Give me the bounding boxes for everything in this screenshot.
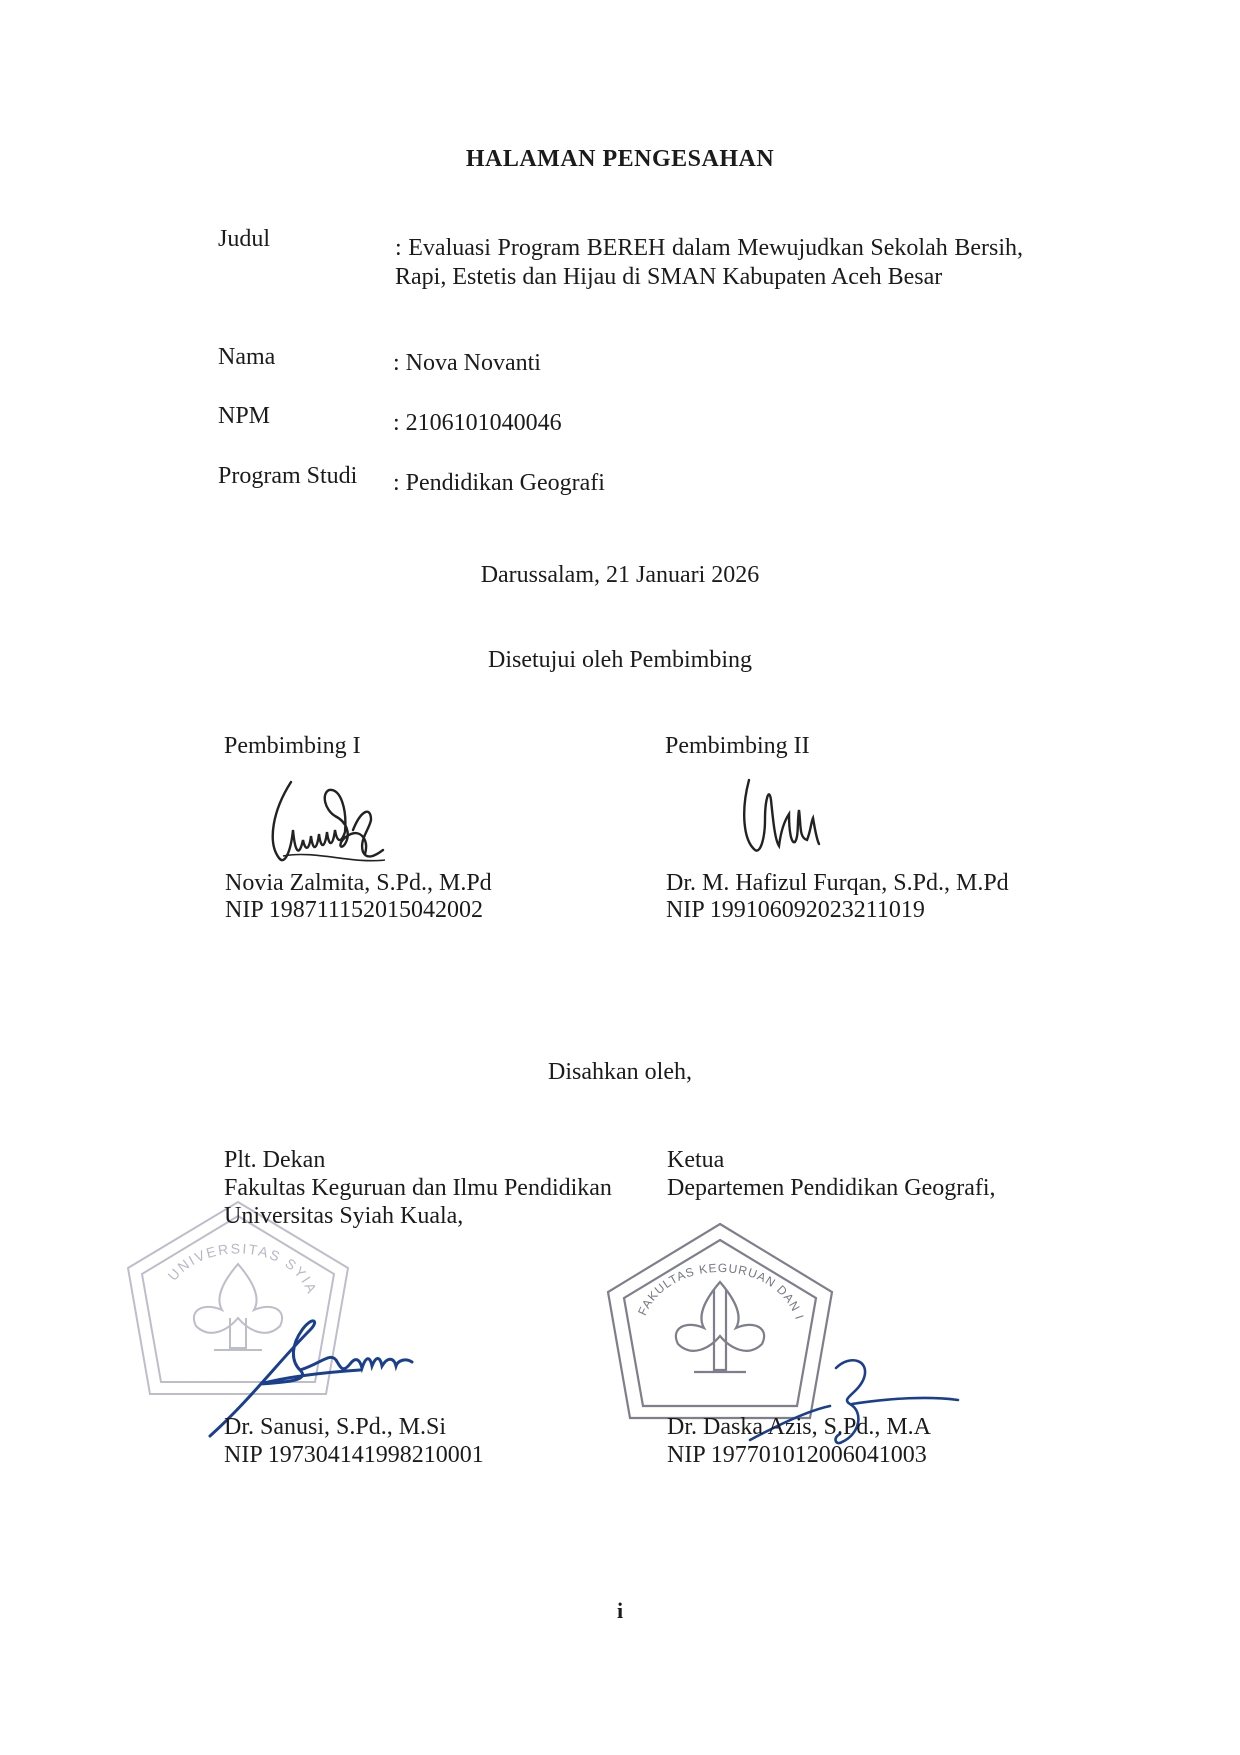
supervisor-1-role: Pembimbing I <box>224 733 361 759</box>
dean-role: Plt. Dekan <box>224 1147 326 1173</box>
field-value-judul: : Evaluasi Program BEREH dalam Mewujudkan Sekolah Bersih, Rapi, Estetis dan Hijau di SMAN Kabupaten Aceh Besar <box>395 235 1023 290</box>
page-title: HALAMAN PENGESAHAN <box>465 146 775 172</box>
field-label-npm: NPM <box>218 403 271 429</box>
dean-name: Dr. Sanusi, S.Pd., M.Si <box>224 1414 447 1440</box>
field-label-nama: Nama <box>218 344 276 370</box>
place-date: Darussalam, 21 Januari 2026 <box>480 562 760 588</box>
supervisor-1-signature <box>255 770 395 880</box>
dean-faculty: Fakultas Keguruan dan Ilmu Pendidikan <box>224 1175 612 1201</box>
page-number: i <box>616 1598 624 1623</box>
supervisor-2-nip: NIP 199106092023211019 <box>666 897 925 923</box>
university-seal-text: UNIVERSITAS SYIAH KUALA <box>111 1185 321 1298</box>
approved-by-heading: Disetujui oleh Pembimbing <box>488 647 752 673</box>
supervisor-2-signature <box>735 770 845 870</box>
faculty-seal-text: FAKULTAS KEGURUAN DAN ILMU PENDIDIKAN <box>594 1209 807 1322</box>
dean-university: Universitas Syiah Kuala, <box>224 1203 464 1229</box>
dean-nip: NIP 197304141998210001 <box>224 1442 484 1468</box>
supervisor-1-nip: NIP 198711152015042002 <box>225 897 483 923</box>
head-name: Dr. Daska Azis, S.Pd., M.A <box>667 1414 932 1440</box>
field-value-program-studi: : Pendidikan Geografi <box>393 470 605 496</box>
head-role: Ketua <box>667 1147 725 1173</box>
ratified-by-heading: Disahkan oleh, <box>548 1059 692 1085</box>
supervisor-2-role: Pembimbing II <box>665 733 810 759</box>
svg-text:FAKULTAS KEGURUAN DAN ILMU PEN <box>595 1209 807 1322</box>
field-value-nama: : Nova Novanti <box>393 350 541 376</box>
supervisor-1-name: Novia Zalmita, S.Pd., M.Pd <box>225 870 492 896</box>
head-department: Departemen Pendidikan Geografi, <box>667 1175 996 1201</box>
head-nip: NIP 197701012006041003 <box>667 1442 927 1468</box>
supervisor-2-name: Dr. M. Hafizul Furqan, S.Pd., M.Pd <box>666 870 1009 896</box>
field-label-program-studi: Program Studi <box>218 463 358 489</box>
field-value-npm: : 2106101040046 <box>393 410 562 436</box>
field-label-judul: Judul <box>218 226 271 252</box>
